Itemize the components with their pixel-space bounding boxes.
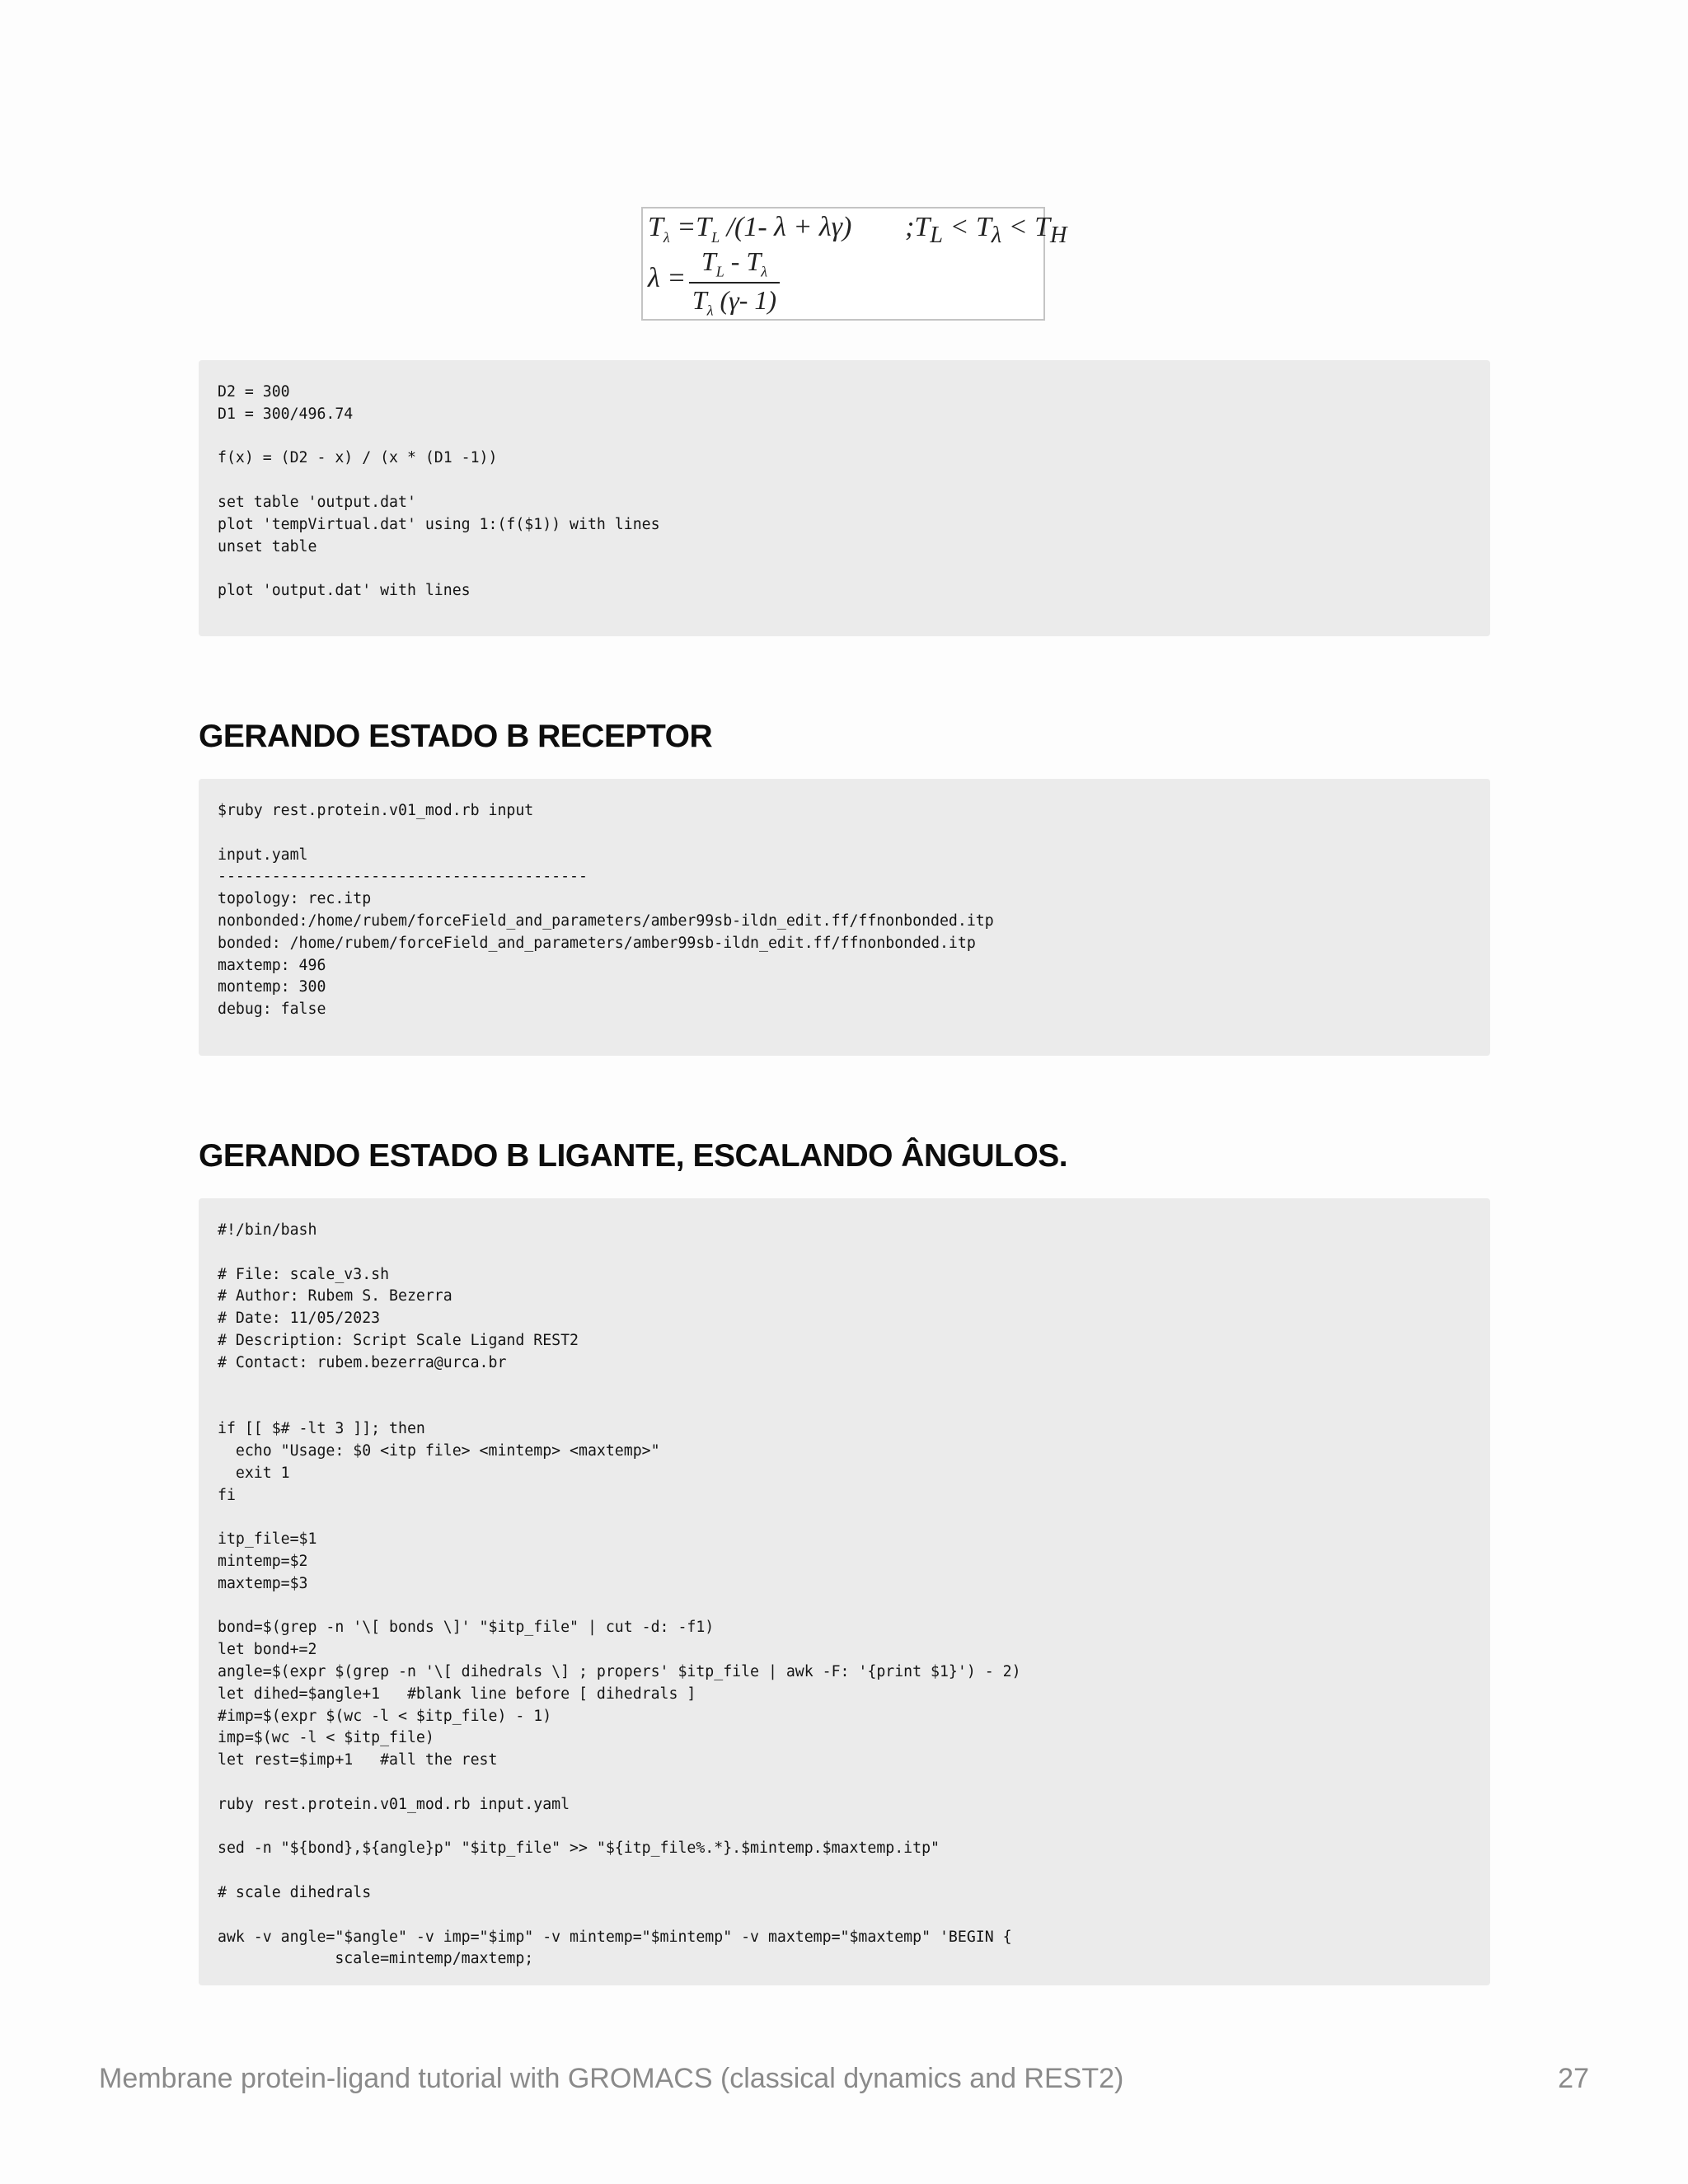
code-block-gnuplot xyxy=(199,360,1490,636)
formula-line-2-lhs: λ = xyxy=(648,263,687,293)
formula-denominator: $T_\lambda$ (γ- 1) xyxy=(692,285,777,319)
formula-numerator: $T_L - T_\lambda$ xyxy=(689,246,780,284)
formula-condition: $;T_L < T_\lambda < T_H$ xyxy=(905,212,1067,248)
code-block-ligand xyxy=(199,1198,1490,1985)
formula-fraction xyxy=(689,246,780,320)
formula-image xyxy=(641,207,1067,321)
footer-title: Membrane protein-ligand tutorial with GROMACS (classical dynamics and REST2) xyxy=(99,2063,1124,2094)
code-text-ligand: #!/bin/bash # File: scale_v3.sh # Author: Rubem S. Bezerra # Date: 11/05/2023 # Description: Script Scale Ligand REST2 # Contact: rubem.bezerra@urca.br if [[ $# -lt 3 ]]; then echo "Usage: $0 <itp file> <mintemp> <maxtemp>" exit 1 fi itp_file=$1 mintemp=$2 maxtemp=$3 bond=$(grep -n '\[ bonds \]' "$itp_file" | cut -d: -f1) let bond+=2 angle=$(expr $(grep -n '\[ dihedrals \] ; propers' $itp_file | awk -F: '{print $1}') - 2) let dihed=$angle+1 #blank line before [ dihedrals ] #imp=$(expr $(wc -l < $itp_file) - 1) imp=$(wc -l < $itp_file) let rest=$imp+1 #all the rest ruby rest.protein.v01_mod.rb input.yaml sed -n "${bond},${angle}p" "$itp_file" >> "${itp_file%.*}.$mintemp.$maxtemp.itp" # scale dihedrals awk -v angle="$angle" -v imp="$imp" -v mintemp="$mintemp" -v maxtemp="$maxtemp" 'BEGIN { scale=mintemp/maxtemp; xyxy=(218,1221,1021,1968)
section-heading-receptor: GERANDO ESTADO B RECEPTOR xyxy=(199,719,713,754)
code-text-receptor: $ruby rest.protein.v01_mod.rb input input.yaml ----------------------------------------- topology: rec.itp nonbonded:/home/rubem/forceField_and_parameters/amber99sb-ildn_edit.ff/ffnonbonded.itp bonded: /home/rubem/forceField_and_parameters/amber99sb-ildn_edit.ff/ffnonbonded.itp maxtemp: 496 montemp: 300 debug: false xyxy=(218,802,994,1019)
page-number: 27 xyxy=(1558,2063,1589,2094)
code-block-receptor xyxy=(199,779,1490,1056)
section-heading-ligand: GERANDO ESTADO B LIGANTE, ESCALANDO ÂNGULOS. xyxy=(199,1138,1068,1174)
code-text-gnuplot: D2 = 300 D1 = 300/496.74 f(x) = (D2 - x) / (x * (D1 -1)) set table 'output.dat' plot 'tempVirtual.dat' using 1:(f($1)) with lines unset table plot 'output.dat' with lines xyxy=(218,383,660,600)
formula-line-1: $T_\lambda =T_L$ /(1- λ + λγ) xyxy=(648,212,852,246)
